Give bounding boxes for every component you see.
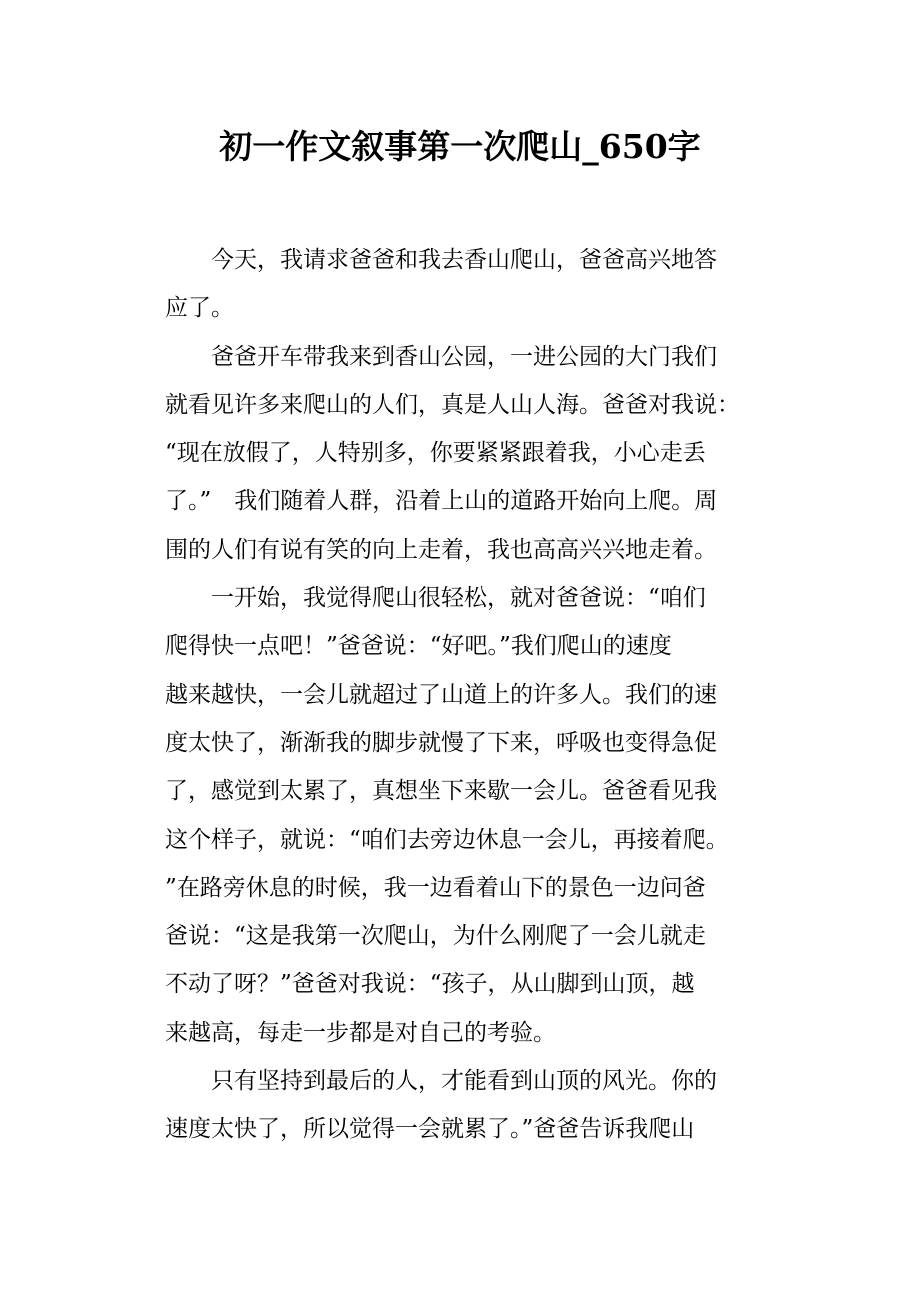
text-line: 来越高，每走一步都是对自己的考验。 bbox=[165, 1019, 556, 1046]
text-line: 一开始，我觉得爬山很轻松，就对爸爸说：“咱们 bbox=[165, 585, 706, 612]
text-line: 只有坚持到最后的人，才能看到山顶的风光。你的 bbox=[165, 1068, 717, 1095]
text-line: 这个样子，就说：“咱们去旁边休息一会儿，再接着爬。 bbox=[165, 826, 729, 853]
text-line: 越来越快，一会儿就超过了山道上的许多人。我们的速 bbox=[165, 681, 717, 708]
text-line: 围的人们有说有笑的向上走着，我也高高兴兴地走着。 bbox=[165, 536, 717, 563]
text-line: ”在路旁休息的时候，我一边看着山下的景色一边问爸 bbox=[165, 874, 706, 901]
text-line: 应了。 bbox=[165, 295, 234, 322]
text-line: 今天，我请求爸爸和我去香山爬山，爸爸高兴地答 bbox=[165, 247, 717, 273]
document-title: 初一作文叙事第一次爬山_650字 bbox=[219, 127, 701, 166]
text-line: 就看见许多来爬山的人们，真是人山人海。爸爸对我说： bbox=[165, 391, 740, 418]
text-line: 了，感觉到太累了，真想坐下来歇一会儿。爸爸看见我 bbox=[165, 778, 717, 805]
document-body bbox=[165, 236, 785, 1154]
text-line: 度太快了，渐渐我的脚步就慢了下来，呼吸也变得急促 bbox=[165, 729, 717, 756]
text-line: 爬得快一点吧！”爸爸说：“好吧。”我们爬山的速度 bbox=[165, 633, 672, 660]
text-line: 爸爸开车带我来到香山公园，一进公园的大门我们 bbox=[165, 343, 717, 370]
text-line: “现在放假了，人特别多，你要紧紧跟着我，小心走丢 bbox=[165, 440, 706, 467]
text-line: 速度太快了，所以觉得一会就累了。”爸爸告诉我爬山 bbox=[165, 1116, 695, 1143]
text-line: 不动了呀？”爸爸对我说：“孩子，从山脚到山顶，越 bbox=[165, 971, 695, 998]
text-line: 爸说：“这是我第一次爬山，为什么刚爬了一会儿就走 bbox=[165, 923, 706, 950]
text-line: 了。” 我们随着人群，沿着上山的道路开始向上爬。周 bbox=[165, 488, 718, 515]
